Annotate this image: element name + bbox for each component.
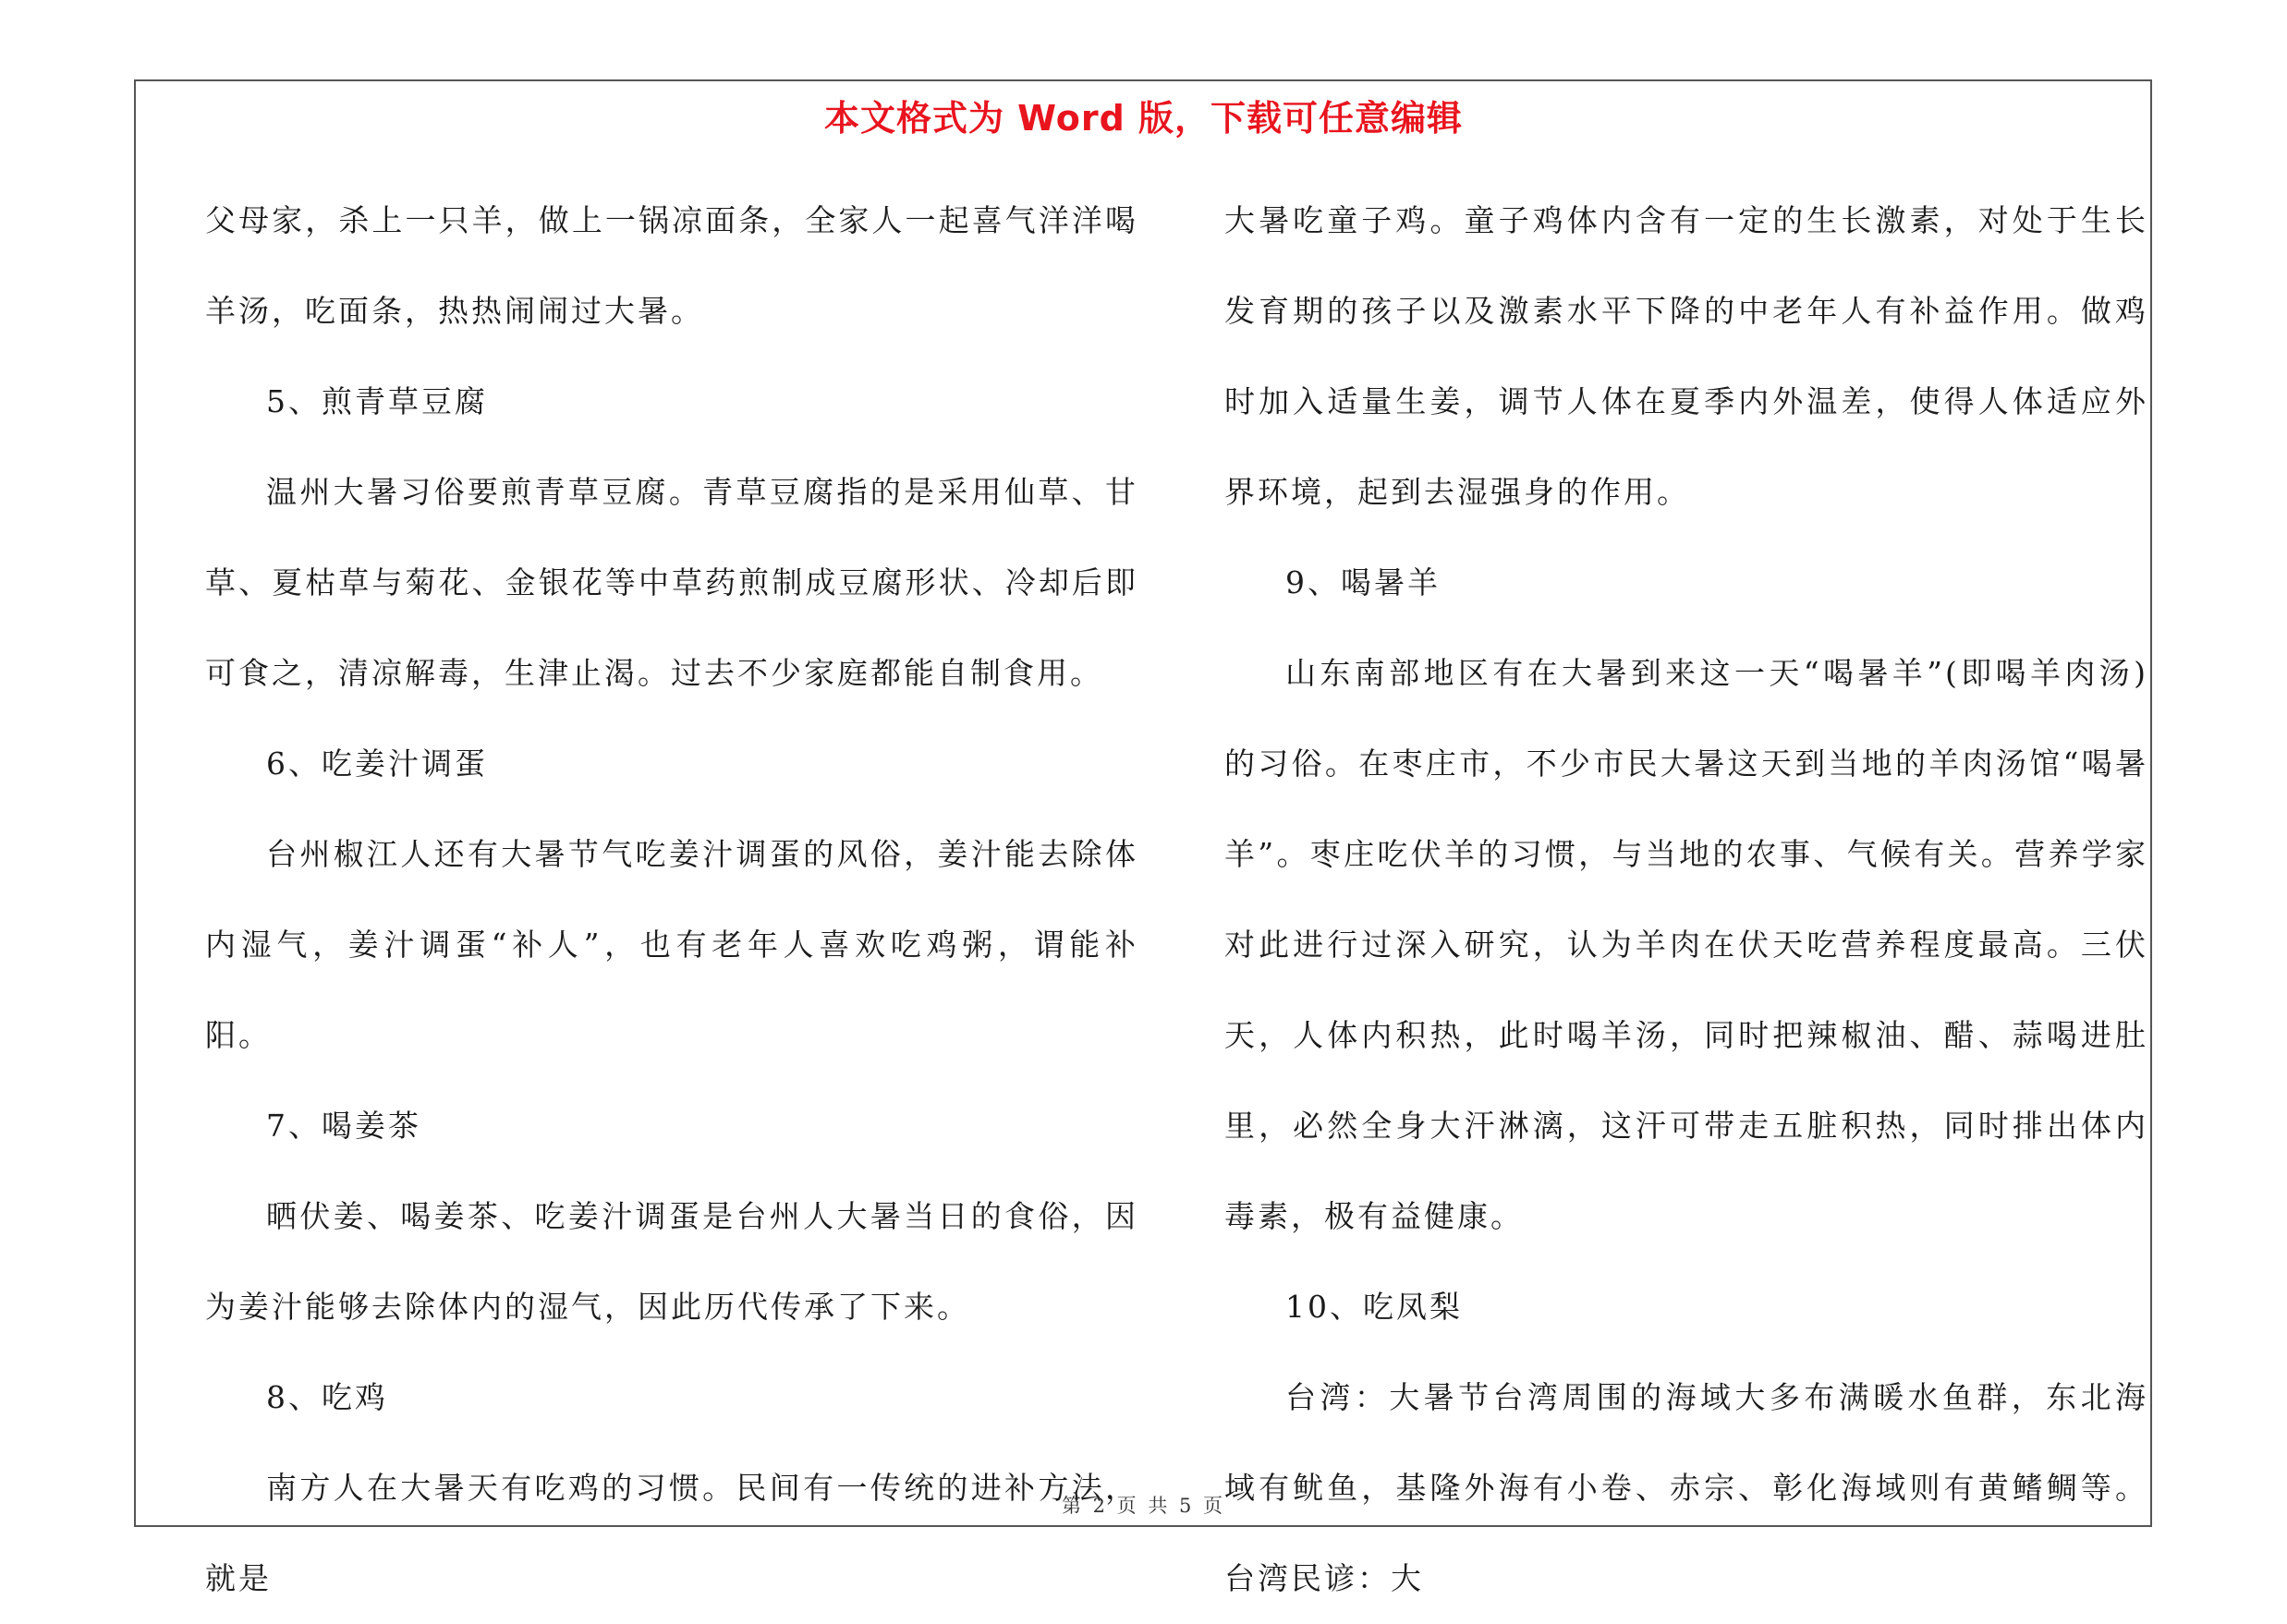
paragraph: 晒伏姜、喝姜茶、吃姜汁调蛋是台州人大暑当日的食俗，因为姜汁能够去除体内的湿气，因此历代传承了下来。 [205, 1198, 1138, 1325]
section-heading-9: 9、喝暑羊 [1285, 564, 1441, 600]
section-heading-10: 10、吃凤梨 [1285, 1289, 1463, 1325]
paragraph: 大暑吃童子鸡。童子鸡体内含有一定的生长激素，对处于生长发育期的孩子以及激素水平下降的中老年人有补益作用。做鸡时加入适量生姜，调节人体在夏季内外温差，使得人体适应外界环境，起到去湿强身的作用。 [1224, 202, 2148, 510]
paragraph: 台湾：大暑节台湾周围的海域大多布满暖水鱼群，东北海域有鱿鱼，基隆外海有小卷、赤宗、彰化海域则有黄鳍鲷等。台湾民谚：大 [1224, 1379, 2148, 1596]
section-heading-5: 5、煎青草豆腐 [266, 383, 488, 419]
paragraph: 父母家，杀上一只羊，做上一锅凉面条，全家人一起喜气洋洋喝羊汤，吃面条，热热闹闹过大暑。 [205, 202, 1138, 329]
document-header: 本文格式为 Word 版，下载可任意编辑 [823, 98, 1464, 139]
paragraph: 台州椒江人还有大暑节气吃姜汁调蛋的风俗，姜汁能去除体内湿气，姜汁调蛋“补人”，也有老年人喜欢吃鸡粥，谓能补阳。 [205, 836, 1138, 1053]
page-number: 第 2 页 共 5 页 [1061, 1495, 1226, 1517]
paragraph: 温州大暑习俗要煎青草豆腐。青草豆腐指的是采用仙草、甘草、夏枯草与菊花、金银花等中草药煎制成豆腐形状、冷却后即可食之，清凉解毒，生津止渴。过去不少家庭都能自制食用。 [205, 474, 1138, 691]
paragraph: 南方人在大暑天有吃鸡的习惯。民间有一传统的进补方法，就是 [205, 1470, 1138, 1596]
left-column [205, 176, 1138, 1624]
section-heading-6: 6、吃姜汁调蛋 [266, 745, 488, 782]
right-column [1224, 176, 2148, 1624]
section-heading-7: 7、喝姜茶 [266, 1108, 421, 1144]
section-heading-8: 8、吃鸡 [266, 1379, 388, 1415]
paragraph: 山东南部地区有在大暑到来这一天“喝暑羊”(即喝羊肉汤)的习俗。在枣庄市，不少市民大暑这天到当地的羊肉汤馆“喝暑羊”。枣庄吃伏羊的习惯，与当地的农事、气候有关。营养学家对此进行过深入研究，认为羊肉在伏天吃营养程度最高。三伏天，人体内积热，此时喝羊汤，同时把辣椒油、醋、蒜喝进肚里，必然全身大汗淋漓，这汗可带走五脏积热，同时排出体内毒素，极有益健康。 [1224, 655, 2148, 1234]
